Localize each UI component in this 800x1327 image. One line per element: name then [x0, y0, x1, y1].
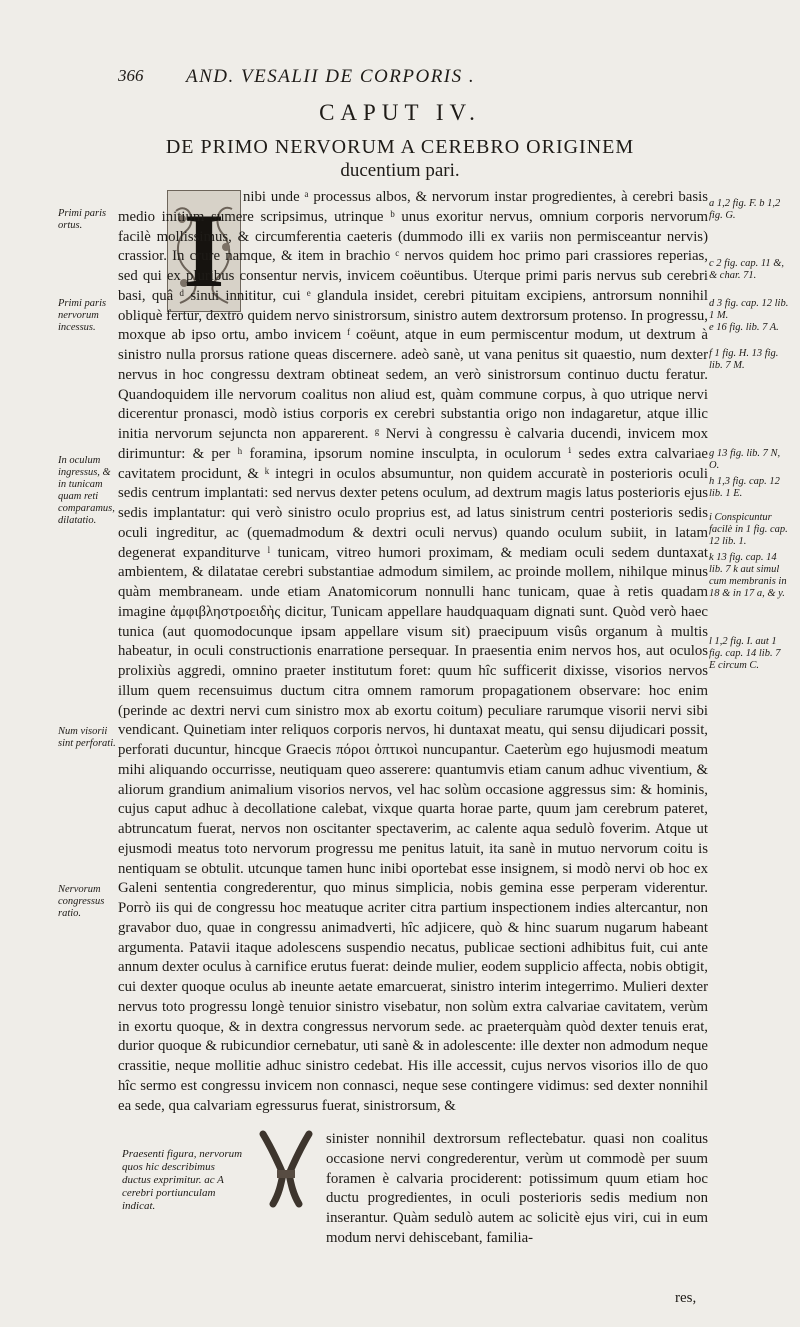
margin-note-right: c 2 fig. cap. 11 &, & char. 71.: [709, 258, 785, 281]
margin-note-left: Primi paris ortus.: [58, 208, 107, 231]
margin-note-right: k 13 fig. cap. 14 lib. 7 k aut simul cum membranis in 18 & in 17 a, & y.: [709, 552, 787, 599]
margin-note-right: e 16 fig. lib. 7 A.: [709, 322, 779, 333]
margin-note-right: d 3 fig. cap. 12 lib. 1 M.: [709, 298, 789, 321]
margin-note-right: f 1 fig. H. 13 fig. lib. 7 M.: [709, 348, 779, 371]
margin-note-right: g 13 fig. lib. 7 N, O.: [709, 448, 781, 471]
chapter-subtitle: ducentium pari.: [340, 160, 460, 181]
margin-note-right: h 1,3 fig. cap. 12 lib. 1 E.: [709, 476, 780, 499]
main-paragraph: nibi unde ᵃ processus albos, & nervorum instar progredientes, à cerebri basis medio initium sumere scripsimus, utrinque ᵇ unus exoritur nervus, omnium corporis nervorum facilè mollissimus, & circumferentia caeteris (dummodo illi ex variis non permisceantur nervis) crassior. In crure namque, & item in brachio ᶜ nervos quidem hoc primo pari crassiores reperias, sed qui ex pluribus consentur nervis, invicem coëuntibus. Uterque primi paris nervus sub cerebri basi, quâ ᵈ sinui innititur, cui ᵉ glandula insidet, cerebri pituitam excipiens, antrorsum nonnihil obliquè fertur, dextro quidem nervo sinistrorsum, sinistro autem dextrorsum protenso. In progressu, moxque ab ipso ortu, ambo invicem ᶠ coëunt, atque in eum permiscentur modum, ut dextrum à sinistro nulla prorsus ratione queas discernere. adeò sanè, ut vana penitus sit quaestio, num dexter nervus in hoc congressu dextram obtineat sedem, an verò sinistrorsum continuo ductu feratur. Quandoquidem ille nervorum coalitus non aliud est, quàm commune corpus, à quo utrique nervi dicerentur pronasci, modò istius corporis ex cerebri substantia origo non indagaretur, atque illic initia nervorum sejuncta non apparerent. ᵍ Nervi à congressu è calvaria ducendi, invicem mox dirimuntur: & per ʰ foramina, ipsorum nomine insculpta, in oculorum ⁱ sedes extra calvariae cavitatem procidunt, & ᵏ integri in oculos absumuntur, non quidem accuratè in posterioris oculi sedis centrum implantati: sed nervus dexter petens oculum, ad dextrum magis latus posterioris ejus sedis implantatur: qui verò sinistro oculo proprius est, ad latus sinistrum centri posterioris sedis oculi ingreditur, ac (quemadmodum & dextri oculi nervus) quando oculum subiit, in latam degenerat expanditurve ˡ tunicam, vitreo humori proximam, & mediam oculi sedem duntaxat ambientem, & dilatatae cerebri substantiae admodum similem, ac proinde mollem, nihilque minus quàm membraneam. unde etiam Anatomicorum nonnulli hanc tunicam, quae à retis quadam imagine ἀμφιβληστροειδὴς dicitur, Tunicam appellare haudquaquam dignati sunt. Quòd verò haec tunica (aut quomodocunque ipsam appellare visum sit) praecipuum visûs organum à multis habeatur, in oculi constructionis enarratione persequar. In praesentia enim nervos hos, aut oculos prolixiùs aggredi, omnino praeter institutum foret: quum hîc sufficerit dixisse, visorios nervos illum quem recensuimus ductum citra omnem ramorum propagationem observare: hoc enim (perinde ac dextri nervi cum sinistro mox ab exortu coitum) peculiare rarumque visorii nervi sibi vendicant. Quinetiam inter reliquos corporis nervos, hi duntaxat meatu, qui sensu dijudicari possit, perforati ducuntur, hincque Graecis πόροι ὀπτικοὶ nuncupantur. Caeterùm ego hujusmodi meatum mihi aliquando occurrisse, neutiquam queo asserere: quantumvis etiam canum adhuc viventium, & aliorum grandium animalium visorios nervos, vel hac solùm occasione aggressus sim: & hominis, cujus caput adhuc à decollatione calebat, vixque quarta horae parte, quum jam cerebrum pateret, abtruncatum fuerat, nervos non oscitanter spectaverim, ac calente aqua sedulò foverim. Atque ut ejusmodi meatus toto nervorum progressu me penitus latuit, ita sanè in mutuo nervorum coitu is nentiquam se obtulit. utcunque tamen hunc inibi oportebat esse insignem, si modò nervi ob hoc ex Galeni sententia congrederentur, quo minus simplicia, nobis gemina esse perperam viderentur. Porrò iis qui de congressu hoc meatuque acriter citra partium inspectionem indies altercantur, non gravabor duo, quae in congressu animadverti, hîc adjicere, quò & hinc suarum nugarum habeant argumenta. Patavii itaque adolescens suspendio necatus, publicae sectioni adhibitus fuit, cui ante annum dexter oculus à carnifice erutus fuerat: deinde mulier, eodem supplicio affecta, nobis obtigit, cui dexter quoque oculus ab ineunte aetate emarcuerat, sinistro interim integerrimo. Mulieri dexter nervus toto progressu longè tenuior sinistro visebatur, non solùm extra calvariae cavitatem, verùm in exortu quoque, & in dextra congressus nervorum sede. ac praeterquàm quòd dexter tenuis erat, durior quoque & rubicundior cernebatur, uti sanè & in adolescente: ille dexter non admodum neque crassitie, neque mollitie adhuc sinistro cedebat. His ille accessit, cujus nervos visorios illo de quo hîc sermo est congressu invicem non connasci, neque sese contingere vidimus: sed dexter nonnihil ea sede, qua calvariam egressurus fuerat, sinistrorsum, &: [118, 189, 708, 1114]
page-number: 366: [118, 66, 144, 85]
catchword: res,: [675, 1290, 697, 1306]
body-text: [118, 188, 708, 1116]
chapter-number: CAPUT IV.: [319, 100, 481, 125]
margin-note-right: l 1,2 fig. I. aut 1 fig. cap. 14 lib. 7 E circum C.: [709, 636, 781, 671]
margin-note-left: Primi paris nervorum incessus.: [58, 298, 107, 333]
nerve-figure: [255, 1130, 317, 1208]
margin-note-right: a 1,2 fig. F. b 1,2 fig. G.: [709, 198, 781, 221]
page-header: [118, 66, 678, 92]
margin-note-left: Nervorum congressus ratio.: [58, 884, 105, 919]
margin-note-right: i Conspicuntur facilè in 1 fig. cap. 12 lib. 1.: [709, 512, 788, 547]
optic-nerves-icon: [255, 1130, 317, 1208]
running-title: AND. VESALII DE CORPORIS .: [186, 66, 476, 87]
wrapped-paragraph: sinister nonnihil dextrorsum reflectebatur. quasi non coalitus occasione nervi congrederentur, verùm ut commodè per suum foramen è calvaria prociderent: potissimum quum etiam hoc ductu progredientes, in oculi posterioris sedis medium non inserantur. Quàm sedulò autem ac solicitè ejus viri, cui in eum modum nervi dehiscebant, familia-: [326, 1131, 708, 1246]
margin-note-left: In oculum ingressus, & in tunicam quam reti comparamus, dilatatio.: [58, 455, 115, 526]
margin-note-left: Num visorii sint perforati.: [58, 726, 116, 749]
initial-letter: I: [183, 192, 225, 309]
figure-caption: Praesenti figura, nervorum quos hic describimus ductus exprimitur. ac A cerebri portiunculam indicat.: [122, 1148, 243, 1212]
chapter-title: DE PRIMO NERVORUM A CEREBRO ORIGINEM: [165, 136, 635, 158]
